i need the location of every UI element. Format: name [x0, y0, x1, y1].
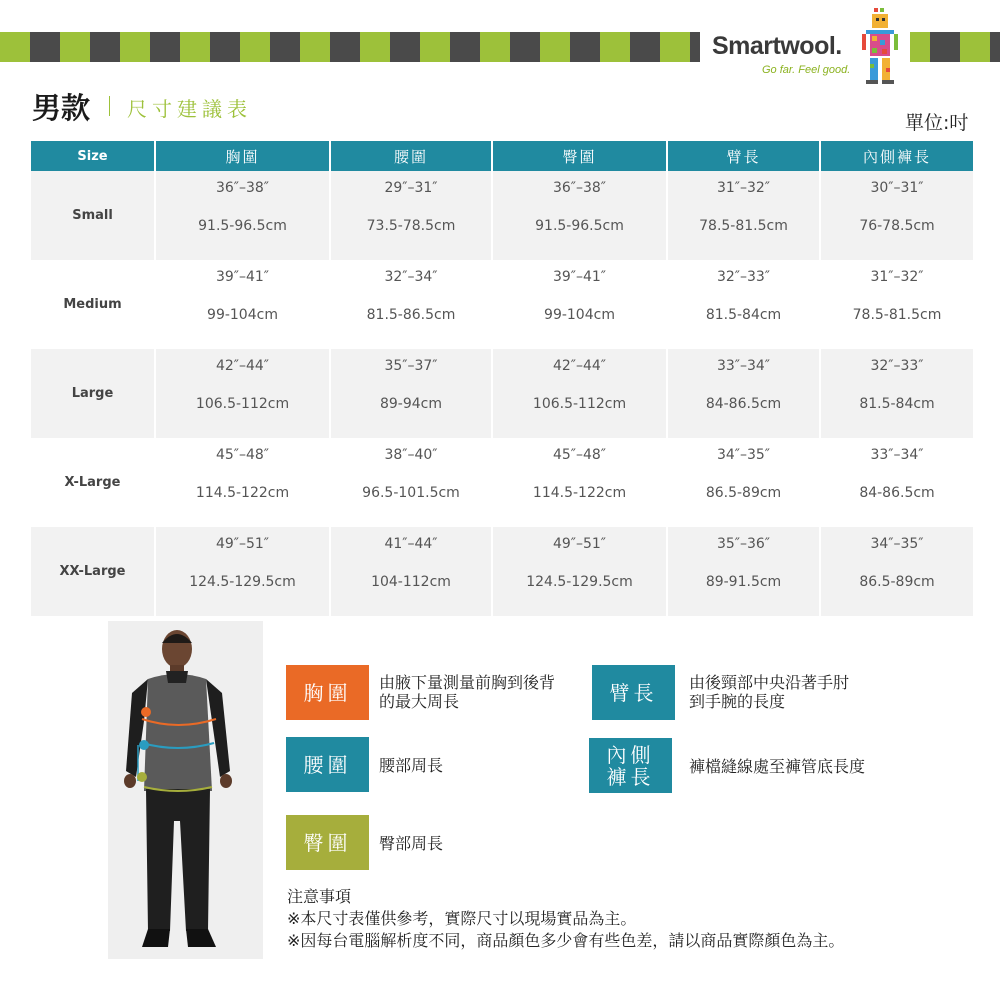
stripe-segment [210, 32, 240, 62]
chest-description-line: 由腋下量測量前胸到後背 [379, 673, 556, 692]
stripe-segment [660, 32, 690, 62]
notes-line: ※本尺寸表僅供參考，實際尺寸以現場實品為主。 [287, 909, 637, 928]
cm-value: 73.5-78.5cm [366, 218, 456, 234]
inseam-description: 褲檔縫線處至褲管底長度 [689, 757, 866, 776]
arm-length-description-line: 到手腕的長度 [689, 692, 786, 711]
waist-description: 腰部周長 [379, 756, 444, 775]
hip-cell [492, 260, 667, 349]
stripe-segment [390, 32, 420, 62]
cm-value: 124.5-129.5cm [189, 574, 296, 590]
inch-value: 30″–31″ [870, 180, 924, 196]
size-label: Medium [31, 260, 155, 349]
stripe-segment [600, 32, 630, 62]
header-inseam: 內側褲長 [820, 141, 973, 171]
inseam-cell [820, 171, 973, 260]
hip-cell [492, 438, 667, 527]
header-chest: 胸圍 [155, 141, 330, 171]
inch-value: 36″–38″ [552, 180, 607, 196]
table-row [31, 527, 973, 616]
chest-description [379, 673, 555, 711]
inseam-cell [820, 527, 973, 616]
table-row [31, 260, 973, 349]
inseam-tag-line: 褲長 [606, 764, 655, 789]
cm-value: 106.5-112cm [532, 396, 627, 412]
cm-value: 114.5-122cm [532, 485, 627, 501]
stripe-segment [60, 32, 90, 62]
chest-description-line: 的最大周長 [379, 692, 460, 711]
model-figure-illustration [108, 621, 263, 959]
stripe-segment [330, 32, 360, 62]
arm-length-description [689, 673, 849, 711]
brand-name: Smartwool. [712, 32, 842, 60]
inseam-tag-line: 內側 [606, 742, 655, 767]
brand-tagline: Go far. Feel good. [762, 64, 851, 76]
hip-cell [492, 171, 667, 260]
size-label: X-Large [31, 438, 155, 527]
chest-cell [155, 349, 330, 438]
stripe-segment [960, 32, 990, 62]
inseam-cell [820, 438, 973, 527]
cm-value: 81.5-86.5cm [366, 307, 456, 323]
inseam-cell [820, 260, 973, 349]
size-label: Small [31, 171, 155, 260]
inch-value: 42″–44″ [552, 358, 607, 374]
inch-value: 32″–34″ [384, 269, 438, 285]
inch-value: 45″–48″ [215, 447, 270, 463]
hip-description: 臀部周長 [379, 834, 444, 853]
cm-value: 86.5-89cm [859, 574, 935, 590]
cm-value: 78.5-81.5cm [699, 218, 788, 234]
stripe-segment [120, 32, 150, 62]
hip-cell [492, 527, 667, 616]
stripe-segment [150, 32, 180, 62]
waist-tag: 腰圍 [286, 737, 369, 792]
notes-title: 注意事項 [287, 887, 352, 906]
cm-value: 104-112cm [371, 574, 451, 590]
chest-cell [155, 171, 330, 260]
inch-value: 33″–34″ [870, 447, 924, 463]
chest-cell [155, 260, 330, 349]
chest-tag: 胸圍 [286, 665, 369, 720]
cm-value: 91.5-96.5cm [198, 218, 287, 234]
inch-value: 29″–31″ [384, 180, 438, 196]
cm-value: 106.5-112cm [195, 396, 290, 412]
arm-length-cell [667, 438, 820, 527]
cm-value: 89-91.5cm [705, 574, 782, 590]
inch-value: 38″–40″ [384, 447, 438, 463]
stripe-segment [450, 32, 480, 62]
stripe-segment [420, 32, 450, 62]
chest-cell [155, 438, 330, 527]
table-header-row [31, 141, 973, 171]
inch-value: 33″–34″ [716, 358, 771, 374]
header-size: Size [31, 141, 155, 171]
hip-tag: 臀圍 [286, 815, 369, 870]
unit-label: 單位:吋 [905, 112, 969, 134]
waist-cell [330, 171, 492, 260]
inch-value: 41″–44″ [384, 536, 438, 552]
arm-length-cell [667, 171, 820, 260]
stripe-segment [480, 32, 510, 62]
waist-cell [330, 260, 492, 349]
cm-value: 84-86.5cm [859, 485, 935, 501]
stripe-segment [540, 32, 570, 62]
cm-value: 99-104cm [544, 307, 615, 323]
notes-line: ※因每台電腦解析度不同，商品顏色多少會有些色差，請以商品實際顏色為主。 [287, 931, 845, 950]
size-label: XX-Large [31, 527, 155, 616]
cm-value: 96.5-101.5cm [362, 485, 460, 501]
cm-value: 86.5-89cm [705, 485, 782, 501]
stripe-segment [510, 32, 540, 62]
hip-cell [492, 349, 667, 438]
inch-value: 49″–51″ [215, 536, 270, 552]
arm-length-tag: 臂長 [592, 665, 675, 720]
size-chart-table [31, 141, 973, 616]
header-arm-length: 臂長 [667, 141, 820, 171]
waist-cell [330, 527, 492, 616]
stripe-segment [90, 32, 120, 62]
inch-value: 35″–36″ [716, 536, 771, 552]
arm-length-cell [667, 527, 820, 616]
waist-cell [330, 438, 492, 527]
size-label: Large [31, 349, 155, 438]
inch-value: 42″–44″ [215, 358, 270, 374]
inch-value: 39″–41″ [215, 269, 270, 285]
stripe-segment [990, 32, 1000, 62]
chest-cell [155, 527, 330, 616]
inseam-tag [589, 738, 672, 793]
inch-value: 31″–32″ [870, 269, 924, 285]
stripe-segment [180, 32, 210, 62]
cm-value: 124.5-129.5cm [526, 574, 633, 590]
inch-value: 35″–37″ [384, 358, 438, 374]
inch-value: 32″–33″ [870, 358, 924, 374]
pixel-figure-logo-icon [858, 6, 902, 86]
cm-value: 99-104cm [207, 307, 278, 323]
inch-value: 31″–32″ [716, 180, 771, 196]
stripe-segment [270, 32, 300, 62]
stripe-segment [930, 32, 960, 62]
inch-value: 39″–41″ [552, 269, 607, 285]
cm-value: 84-86.5cm [705, 396, 782, 412]
stripe-segment [300, 32, 330, 62]
title-divider [109, 96, 110, 116]
stripe-segment [630, 32, 660, 62]
arm-length-description-line: 由後頸部中央沿著手肘 [689, 673, 850, 692]
header-waist: 腰圍 [330, 141, 492, 171]
cm-value: 76-78.5cm [859, 218, 935, 234]
cm-value: 114.5-122cm [195, 485, 290, 501]
model-photo [108, 621, 263, 959]
cm-value: 81.5-84cm [859, 396, 935, 412]
stripe-segment [30, 32, 60, 62]
stripe-segment [240, 32, 270, 62]
arm-length-cell [667, 260, 820, 349]
table-row [31, 171, 973, 260]
header-hip: 臀圍 [492, 141, 667, 171]
inch-value: 34″–35″ [870, 536, 924, 552]
cm-value: 78.5-81.5cm [852, 307, 942, 323]
waist-cell [330, 349, 492, 438]
inch-value: 45″–48″ [552, 447, 607, 463]
inch-value: 49″–51″ [552, 536, 607, 552]
inch-value: 32″–33″ [716, 269, 771, 285]
inch-value: 36″–38″ [215, 180, 270, 196]
stripe-segment [0, 32, 30, 62]
page-subtitle: 尺寸建議表 [127, 97, 252, 121]
inch-value: 34″–35″ [716, 447, 771, 463]
page-title: 男款 [32, 91, 91, 125]
arm-length-cell [667, 349, 820, 438]
table-row [31, 438, 973, 527]
cm-value: 91.5-96.5cm [535, 218, 624, 234]
inseam-cell [820, 349, 973, 438]
stripe-segment [570, 32, 600, 62]
cm-value: 89-94cm [379, 396, 442, 412]
stripe-segment [360, 32, 390, 62]
cm-value: 81.5-84cm [705, 307, 782, 323]
table-row [31, 349, 973, 438]
